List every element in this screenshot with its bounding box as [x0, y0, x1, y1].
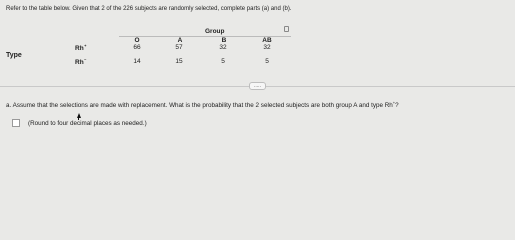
cell-rh-negative-a: 15 [175, 58, 183, 65]
column-header-a: A [177, 37, 183, 44]
pointer-cursor-stem [78, 117, 79, 120]
row-label-rh-positive: Rh+ [75, 43, 87, 52]
cell-rh-negative-o: 14 [133, 58, 141, 65]
cell-rh-positive-a: 57 [175, 44, 183, 51]
problem-intro: Refer to the table below. Given that 2 of the 226 subjects are randomly selected, complete parts (a) and (b). [6, 6, 292, 12]
cell-rh-positive-b: 32 [219, 44, 227, 51]
rounding-hint: (Round to four decimal places as needed.) [28, 120, 147, 127]
column-header-b: B [221, 37, 227, 44]
more-button[interactable]: ..... [249, 82, 266, 90]
row-header-type: Type [6, 52, 22, 59]
cell-rh-negative-ab: 5 [265, 58, 269, 65]
copy-icon[interactable] [284, 26, 289, 32]
row-label-rh-negative: Rh− [75, 57, 87, 66]
cell-rh-positive-o: 66 [133, 44, 141, 51]
group-header: Group [205, 28, 225, 35]
column-header-ab: AB [262, 37, 272, 44]
part-a-question: a. Assume that the selections are made with replacement. What is the probability that the 2 selected subjects are both group A and type Rh+? [6, 100, 399, 109]
cell-rh-positive-ab: 32 [263, 44, 271, 51]
column-header-o: O [134, 37, 140, 44]
answer-input[interactable] [12, 119, 20, 127]
cell-rh-negative-b: 5 [221, 58, 225, 65]
